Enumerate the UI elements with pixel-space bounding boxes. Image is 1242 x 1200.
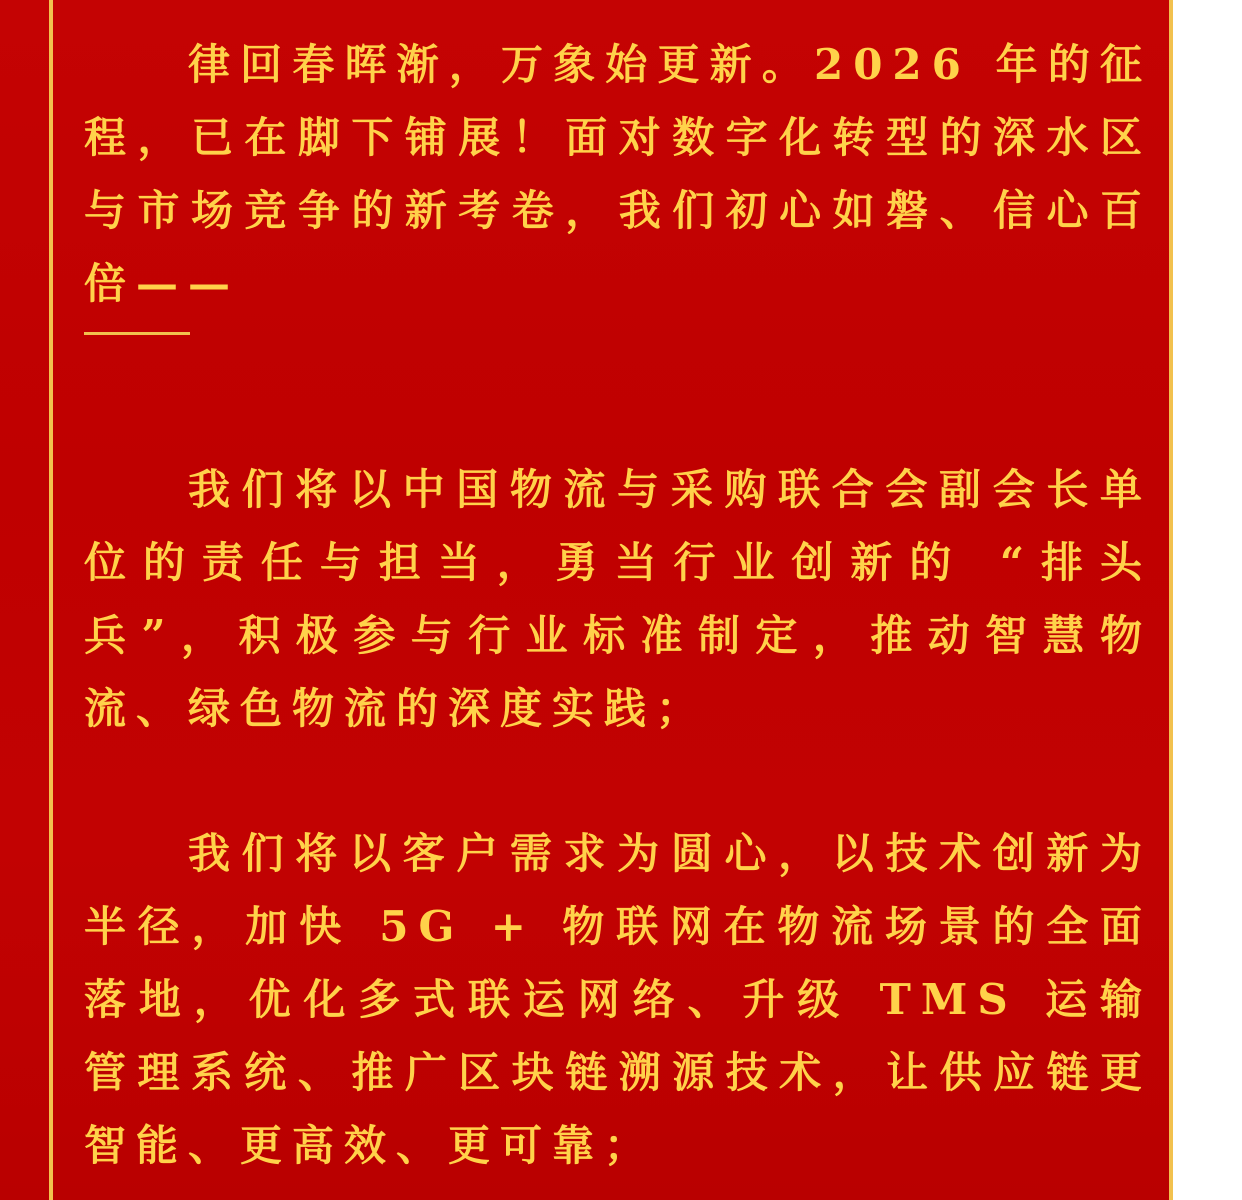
paragraph-new-year: 律回春晖渐，万象始更新。2026 年的征程，已在脚下铺展！面对数字化转型的深水区与市场竞争的新考卷，我们初心如磐、信心百倍—— [84,40,1152,308]
paragraph-spacer [84,745,1152,817]
left-gold-border [49,0,53,1200]
article-body [84,28,1152,1182]
paragraph-industry-role: 我们将以中国物流与采购联合会副会长单位的责任与担当，勇当行业创新的 “排头兵”，积极参与行业标准制定，推动智慧物流、绿色物流的深度实践； [84,465,1152,733]
paragraph-technology: 我们将以客户需求为圆心，以技术创新为半径，加快 5G + 物联网在物流场景的全面落地，优化多式联运网络、升级 TMS 运输管理系统、推广区块链溯源技术，让供应链更智能、更高效、更可靠； [84,829,1152,1170]
gold-divider [84,332,190,335]
right-white-margin [1173,0,1242,1200]
